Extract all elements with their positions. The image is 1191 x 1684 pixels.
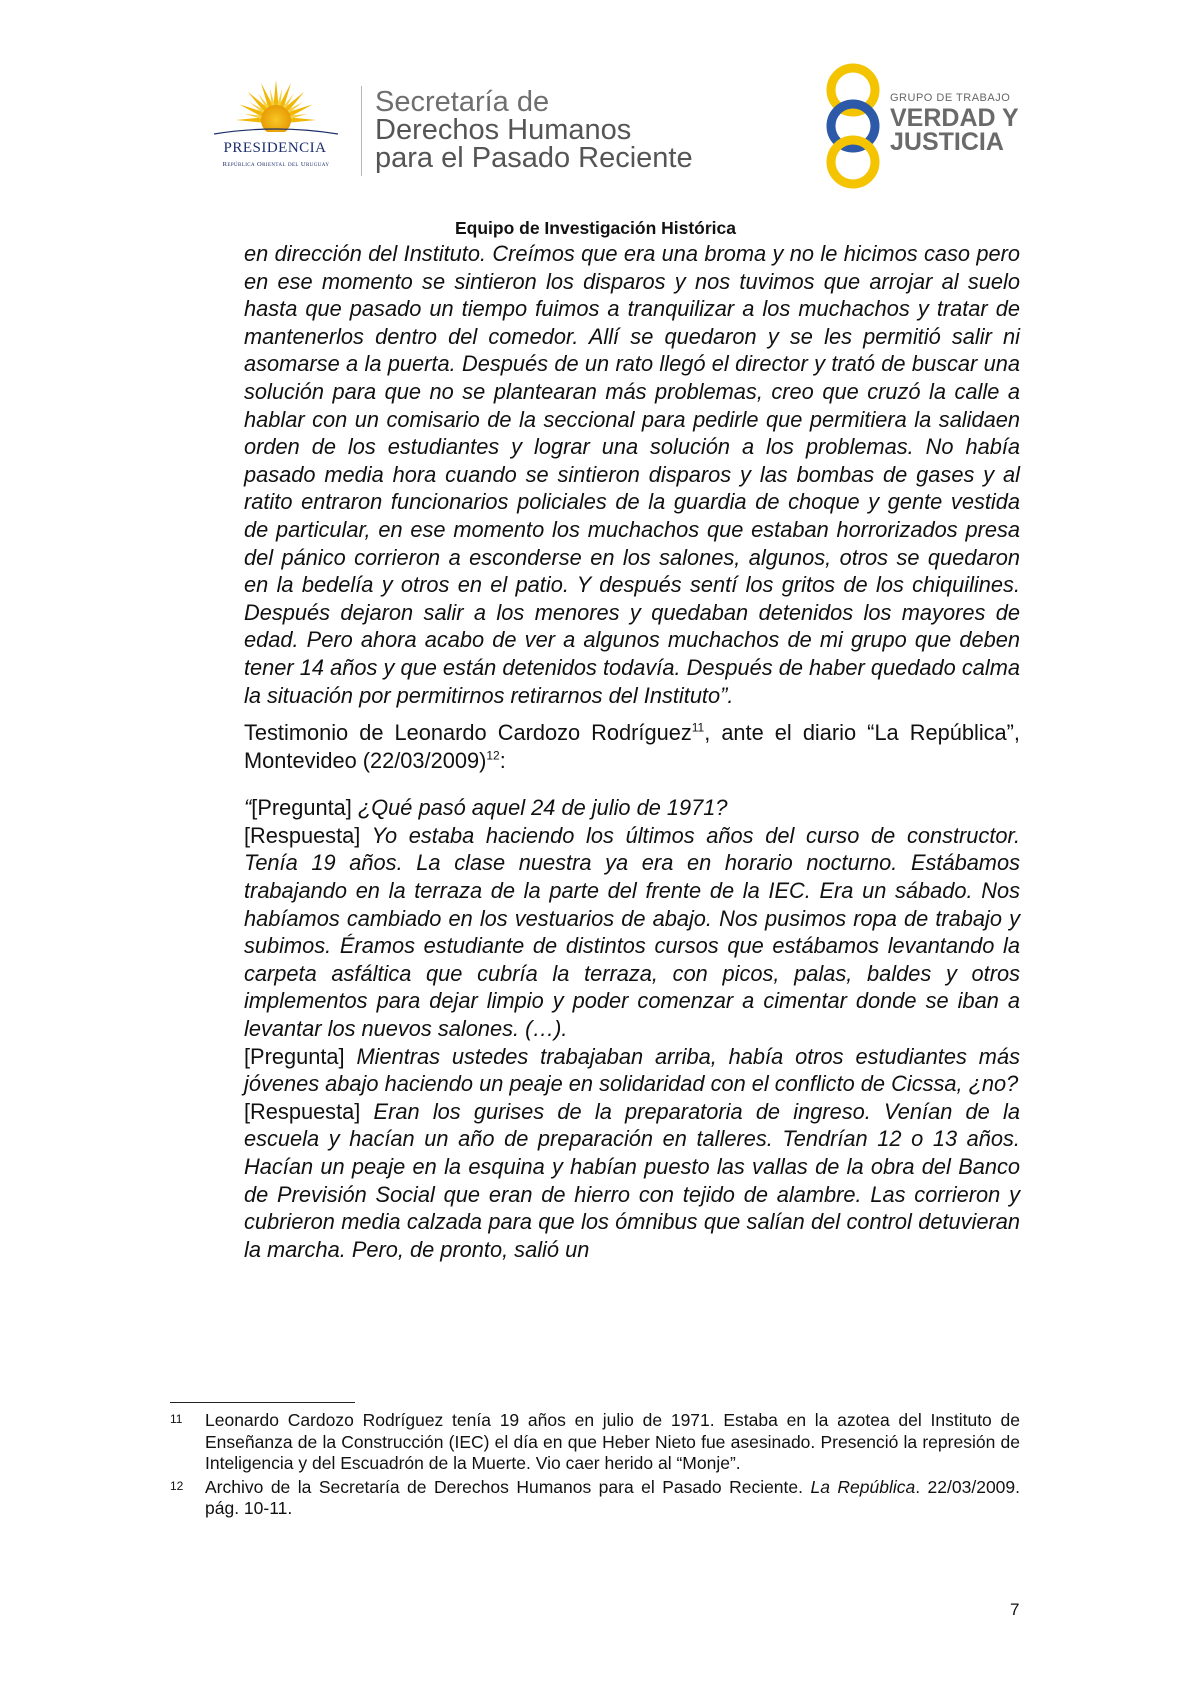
footnote-number: 11 — [170, 1412, 183, 1426]
verdad-label: VERDAD Y — [890, 104, 1019, 132]
interview-answer-2 — [244, 1098, 1020, 1264]
footnote-italic-source: La República — [810, 1476, 916, 1497]
answer-label: [Respuesta] — [244, 822, 361, 848]
presidencia-name: PRESIDENCIA — [223, 140, 327, 156]
footnote-11 — [170, 1410, 1020, 1475]
question-text: Mientras ustedes trabajaban arriba, había otros estudiantes más jóvenes abajo haciendo un peaje en solidaridad con el conflicto de Cicssa, ¿no? — [244, 1043, 1020, 1097]
footnote-separator — [170, 1402, 355, 1403]
document-body — [244, 240, 1020, 1263]
open-quote: “ — [244, 795, 252, 821]
footnote-text-b: . 22/03/2009. pág. 10-11. — [205, 1476, 1021, 1518]
answer-text: Yo estaba haciendo los últimos años del curso de constructor. Tenía 19 años. La clase nuestra ya era en horario nocturno. Estábamos trabajando en la terraza de la parte del frente de la IEC. Era un sábado. Nos habíamos cambiado en los vestuarios de abajo. Nos pusimos ropa de trabajo y subimos. Éramos estudiante de distintos cursos que estábamos levantando la carpeta asfáltica que cubría la terraza, con picos, palas, baldes y otros implementos para dejar limpio y poder comenzar a cimentar donde se iban a levantar los nuevos salones. (…). — [244, 822, 1020, 1042]
presidencia-subtitle: República Oriental del Uruguay — [222, 161, 330, 168]
page-number: 7 — [1010, 1600, 1020, 1619]
interview-answer-1 — [244, 822, 1020, 1043]
grupo-trabajo-label: GRUPO DE TRABAJO — [890, 92, 1011, 104]
secretaria-title — [375, 88, 693, 172]
secretaria-line-1: Secretaría de — [375, 86, 550, 118]
footnotes — [170, 1410, 1020, 1522]
footnote-12 — [170, 1477, 1020, 1520]
interview-question-1 — [244, 794, 1020, 822]
question-label: [Pregunta] — [244, 1043, 345, 1069]
testimonio-text-a: Testimonio de Leonardo Cardozo Rodríguez — [244, 720, 692, 746]
footnote-number: 12 — [170, 1478, 184, 1493]
testimonio-text-b: , ante el diario “La República”, Montevideo (22/03/2009) — [244, 720, 1020, 773]
testimonio-text-c: : — [499, 747, 506, 773]
answer-text: Eran los gurises de la preparatoria de ingreso. Venían de la escuela y hacían un año de preparación en talleres. Tendrían 12 o 13 años. Hacían un peaje en la esquina y habían puesto las vallas de la obra del Banco de Previsión Social que eran de hierro con tejido de alambre. Las corrieron y cubrieron media calzada para que los ómnibus que salían del control detuvieran la marcha. Pero, de pronto, salió un — [244, 1098, 1020, 1262]
testimonio-paragraph — [244, 719, 1020, 774]
footnote-text: Leonardo Cardozo Rodríguez tenía 19 años en julio de 1971. Estaba en la azotea del Instituto de Enseñanza de la Construcción (IEC) el día en que Heber Nieto fue asesinado. Presenció la represión de Inteligencia y del Escuadrón de la Muerte. Vio caer herido al “Monje”. — [205, 1410, 1020, 1473]
page-header — [0, 0, 1191, 210]
question-text: ¿Qué pasó aquel 24 de julio de 1971? — [351, 795, 728, 821]
verdad-justicia-rings-logo — [808, 62, 898, 190]
answer-label: [Respuesta] — [244, 1098, 361, 1124]
secretaria-line-2: Derechos Humanos — [375, 114, 632, 146]
team-title: Equipo de Investigación Histórica — [454, 218, 737, 238]
question-label: [Pregunta] — [251, 795, 352, 821]
footnote-text — [205, 1477, 1020, 1520]
footnote-text-a: Archivo de la Secretaría de Derechos Humanos para el Pasado Reciente. — [205, 1476, 811, 1497]
verdad-justicia-title — [890, 106, 1019, 154]
header-divider — [361, 86, 362, 176]
quote-paragraph: en dirección del Instituto. Creímos que era una broma y no le hicimos caso pero en ese momento se sintieron los disparos y nos tuvimos que arrojar al suelo hasta que pasado un tiempo fuimos a tranquilizar a los muchachos y tratar de mantenerlos dentro del comedor. Allí se quedaron y se les permitió salir ni asomarse a la puerta. Después de un rato llegó el director y trató de buscar una solución para que no se plantearan más problemas, creo que cruzó la calle a hablar con un comisario de la seccional para pedirle que permitiera la salidaen orden de los estudiantes y lograr una solución a los problemas. No había pasado media hora cuando se sintieron disparos y las bombas de gases y al ratito entraron funcionarios policiales de la guardia de choque y gente vestida de particular, en ese momento los muchachos que estaban horrorizados presa del pánico corrieron a esconderse en los salones, algunos, otros se quedaron en la bedelía y otros en el patio. Y después sentí los gritos de los chiquilines. Después dejaron salir a los menores y quedaban detenidos los mayores de edad. Pero ahora acabo de ver a algunos muchachos de mi grupo que deben tener 14 años y que están detenidos todavía. Después de haber quedado calma la situación por permitirnos retirarnos del Instituto”. — [244, 241, 1020, 708]
interview-question-2 — [244, 1043, 1020, 1098]
secretaria-line-3: para el Pasado Reciente — [375, 142, 693, 174]
footnote-ref-11: 11 — [691, 720, 705, 735]
footnote-ref-12: 12 — [486, 748, 500, 763]
justicia-label: JUSTICIA — [890, 128, 1004, 156]
